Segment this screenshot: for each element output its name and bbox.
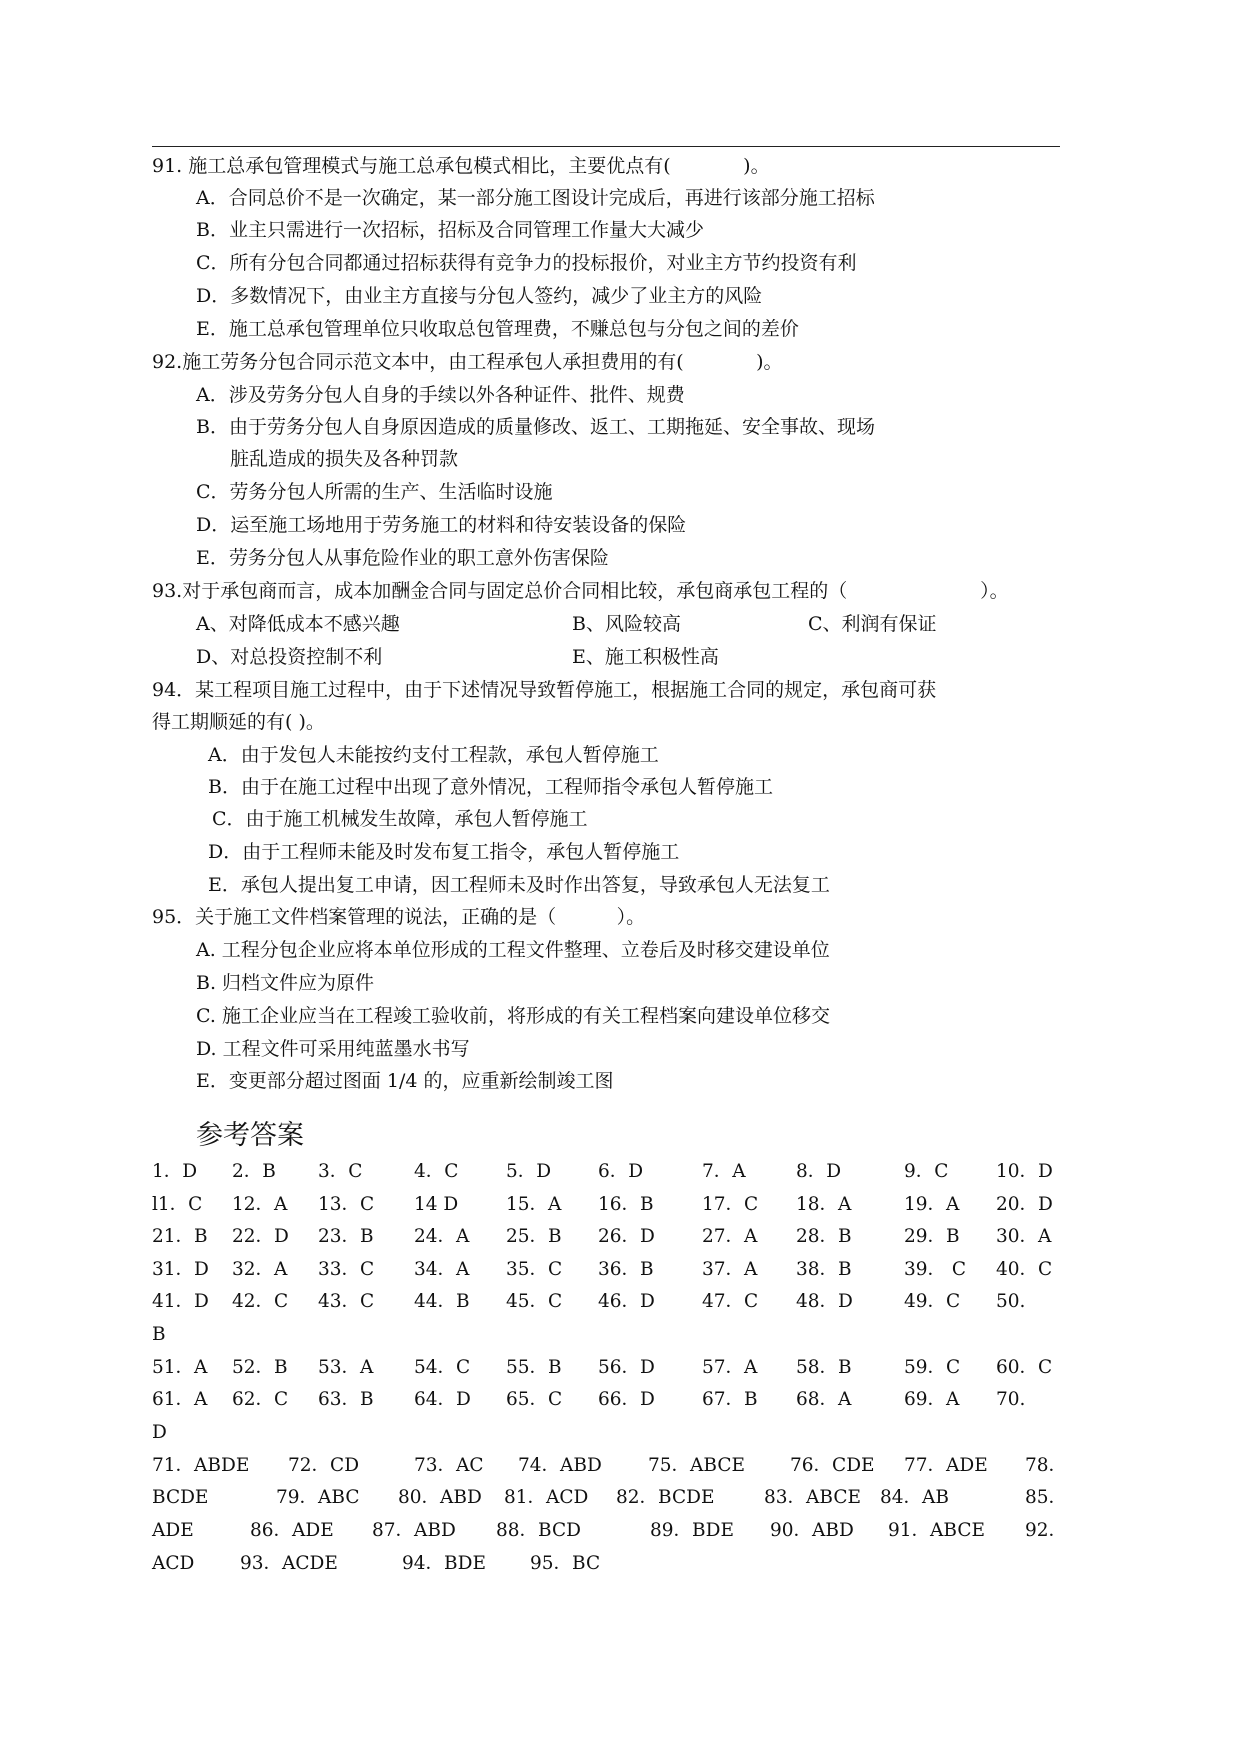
header-rule xyxy=(152,146,1060,147)
answer-key-item: 80．ABD xyxy=(398,1487,482,1508)
answer-key-item: 28．B xyxy=(796,1226,852,1247)
answer-key-item: 87．ABD xyxy=(372,1520,456,1541)
answer-key-item: 51．A xyxy=(152,1357,208,1378)
answer-key-item: 74．ABD xyxy=(518,1455,602,1476)
question-92-option-d: D．运至施工场地用于劳务施工的材料和待安装设备的保险 xyxy=(196,514,687,536)
answer-key-item: 26．D xyxy=(598,1226,655,1247)
answer-key-item: D xyxy=(152,1422,167,1443)
answer-key-item: 20．D xyxy=(996,1194,1053,1215)
answer-key-item: 65．C xyxy=(506,1389,563,1410)
answer-key-item: 59．C xyxy=(904,1357,961,1378)
answer-key-item: 77．ADE xyxy=(904,1455,988,1476)
answer-key-item: 29．B xyxy=(904,1226,960,1247)
question-95-stem: 95．关于施工文件档案管理的说法，正确的是（ ）。 xyxy=(152,906,646,928)
answer-key-item: 47．C xyxy=(702,1291,759,1312)
answer-key-item: 50. xyxy=(996,1291,1026,1312)
answer-key-item: 61．A xyxy=(152,1389,208,1410)
question-95-option-b: B. 归档文件应为原件 xyxy=(196,972,375,994)
question-91-option-a: A．合同总价不是一次确定，某一部分施工图设计完成后，再进行该部分施工招标 xyxy=(196,187,875,209)
answer-key-item: 54．C xyxy=(414,1357,471,1378)
answer-key-item: 93．ACDE xyxy=(240,1553,338,1574)
answer-key-item: 23．B xyxy=(318,1226,374,1247)
answer-key-item: 84．AB xyxy=(880,1487,949,1508)
question-95-option-d: D. 工程文件可采用纯蓝墨水书写 xyxy=(196,1038,470,1060)
question-92-option-b-cont: 脏乱造成的损失及各种罚款 xyxy=(230,448,459,470)
answer-key-item: 37．A xyxy=(702,1259,758,1280)
question-93-stem: 93.对于承包商而言，成本加酬金合同与固定总价合同相比较，承包商承包工程的（ ）。 xyxy=(152,580,1009,602)
answer-key-item: 81．ACD xyxy=(504,1487,589,1508)
answer-key-item: 53．A xyxy=(318,1357,374,1378)
question-92-option-e: E．劳务分包人从事危险作业的职工意外伤害保险 xyxy=(196,547,609,569)
answer-key-item: 34．A xyxy=(414,1259,470,1280)
answer-key-item: 89．BDE xyxy=(650,1520,734,1541)
answer-key-item: 18．A xyxy=(796,1194,852,1215)
answer-key-item: 21．B xyxy=(152,1226,208,1247)
answer-key-item: 1．D xyxy=(152,1161,198,1182)
answer-key-item: 88．BCD xyxy=(496,1520,581,1541)
answer-key-item: 41．D xyxy=(152,1291,209,1312)
question-92-stem: 92.施工劳务分包合同示范文本中，由工程承包人承担费用的有( )。 xyxy=(152,351,783,373)
answer-key-item: 42．C xyxy=(232,1291,289,1312)
answer-key-item: 48．D xyxy=(796,1291,853,1312)
answer-key-item: 10．D xyxy=(996,1161,1053,1182)
answer-key-item: 15．A xyxy=(506,1194,562,1215)
question-91-option-c: C．所有分包合同都通过招标获得有竞争力的投标报价，对业主方节约投资有利 xyxy=(196,252,857,274)
answer-key-item: 24．A xyxy=(414,1226,470,1247)
question-91-option-b: B．业主只需进行一次招标，招标及合同管理工作量大大减少 xyxy=(196,219,704,241)
answer-key-item: 95．BC xyxy=(530,1553,601,1574)
answer-key-item: 83．ABCE xyxy=(764,1487,861,1508)
question-91-stem: 91. 施工总承包管理模式与施工总承包模式相比，主要优点有( )。 xyxy=(152,155,770,177)
answer-key-item: 56．D xyxy=(598,1357,655,1378)
answer-key-item: 4．C xyxy=(414,1161,459,1182)
question-94-stem: 94．某工程项目施工过程中，由于下述情况导致暂停施工，根据施工合同的规定，承包商可获 xyxy=(152,679,937,701)
answer-key-item: 3．C xyxy=(318,1161,363,1182)
answer-key-item: 38．B xyxy=(796,1259,852,1280)
answer-key-item: B xyxy=(152,1324,166,1345)
question-95-option-a: A. 工程分包企业应将本单位形成的工程文件整理、立卷后及时移交建设单位 xyxy=(196,939,830,961)
question-92-option-b: B．由于劳务分包人自身原因造成的质量修改、返工、工期拖延、安全事故、现场 xyxy=(196,416,875,438)
question-94-option-c: C．由于施工机械发生故障，承包人暂停施工 xyxy=(212,808,588,830)
answer-key-item: 49．C xyxy=(904,1291,961,1312)
answer-key-item: 16．B xyxy=(598,1194,654,1215)
answer-key-item: 30．A xyxy=(996,1226,1052,1247)
answer-key-item: 25．B xyxy=(506,1226,562,1247)
answer-key-item: 39． C xyxy=(904,1259,967,1280)
answer-key-item: 31．D xyxy=(152,1259,209,1280)
answer-key-item: 45．C xyxy=(506,1291,563,1312)
answer-key-item: 76．CDE xyxy=(790,1455,875,1476)
question-94-option-d: D．由于工程师未能及时发布复工指令，承包人暂停施工 xyxy=(208,841,680,863)
answer-key-item: 94．BDE xyxy=(402,1553,486,1574)
question-91-option-d: D．多数情况下，由业主方直接与分包人签约，减少了业主方的风险 xyxy=(196,285,763,307)
answer-key-item: 46．D xyxy=(598,1291,655,1312)
answer-key-item: 8．D xyxy=(796,1161,842,1182)
answer-key-item: 57．A xyxy=(702,1357,758,1378)
answer-key-item: 82．BCDE xyxy=(616,1487,715,1508)
question-93-option-d: D、对总投资控制不利 xyxy=(196,646,383,668)
question-95-option-c: C. 施工企业应当在工程竣工验收前，将形成的有关工程档案向建设单位移交 xyxy=(196,1005,830,1027)
answer-key-item: 32．A xyxy=(232,1259,288,1280)
answer-key-item: 79．ABC xyxy=(276,1487,360,1508)
answer-key-item: 5．D xyxy=(506,1161,552,1182)
question-92-option-a: A．涉及劳务分包人自身的手续以外各种证件、批件、规费 xyxy=(196,384,685,406)
answer-key-item: 35．C xyxy=(506,1259,563,1280)
answer-key-item: 62．C xyxy=(232,1389,289,1410)
answer-key-item: l1．C xyxy=(152,1194,203,1215)
question-93-option-c: C、利润有保证 xyxy=(808,613,937,635)
answer-key-item: 71．ABDE xyxy=(152,1455,250,1476)
answer-key-item: 78． xyxy=(1025,1455,1068,1476)
answer-key-item: 19．A xyxy=(904,1194,960,1215)
answer-key-item: 14 D xyxy=(414,1194,459,1215)
answer-key-item: 6．D xyxy=(598,1161,644,1182)
answer-key-item: 70. xyxy=(996,1389,1026,1410)
question-91-option-e: E．施工总承包管理单位只收取总包管理费，不赚总包与分包之间的差价 xyxy=(196,318,799,340)
answer-key-item: 13．C xyxy=(318,1194,375,1215)
question-94-option-a: A．由于发包人未能按约支付工程款，承包人暂停施工 xyxy=(208,744,659,766)
answer-key-item: 43．C xyxy=(318,1291,375,1312)
answer-key-item: 33．C xyxy=(318,1259,375,1280)
answer-key-item: 63．B xyxy=(318,1389,374,1410)
question-94-stem-cont: 得工期顺延的有( )。 xyxy=(152,711,325,733)
answer-key-item: 40．C xyxy=(996,1259,1053,1280)
question-93-option-e: E、施工积极性高 xyxy=(572,646,719,668)
answer-key-item: 67．B xyxy=(702,1389,758,1410)
question-94-option-e: E．承包人提出复工申请，因工程师未及时作出答复，导致承包人无法复工 xyxy=(208,874,830,896)
question-93-option-b: B、风险较高 xyxy=(572,613,681,635)
answer-key-item: 64．D xyxy=(414,1389,471,1410)
answer-key-item: 22．D xyxy=(232,1226,289,1247)
question-92-option-c: C．劳务分包人所需的生产、生活临时设施 xyxy=(196,481,553,503)
answer-key-item: ADE xyxy=(152,1520,194,1541)
question-93-option-a: A、对降低成本不感兴趣 xyxy=(196,613,400,635)
answer-key-item: 9．C xyxy=(904,1161,949,1182)
answer-key-item: BCDE xyxy=(152,1487,209,1508)
answer-key-item: 52．B xyxy=(232,1357,288,1378)
answer-key-item: 27．A xyxy=(702,1226,758,1247)
answer-key-item: 2．B xyxy=(232,1161,276,1182)
answer-key-item: 73．AC xyxy=(414,1455,484,1476)
answer-key-item: 91．ABCE xyxy=(888,1520,985,1541)
answer-key-item: 58．B xyxy=(796,1357,852,1378)
answer-key-item: 12．A xyxy=(232,1194,288,1215)
answer-key-item: 55．B xyxy=(506,1357,562,1378)
answer-key-item: 66．D xyxy=(598,1389,655,1410)
answer-key-item: 86．ADE xyxy=(250,1520,334,1541)
answers-heading: 参考答案 xyxy=(196,1120,304,1151)
answer-key-item: 69．A xyxy=(904,1389,960,1410)
answer-key-item: 7．A xyxy=(702,1161,746,1182)
answer-key-item: 92． xyxy=(1025,1520,1068,1541)
answer-key-item: 60．C xyxy=(996,1357,1053,1378)
answer-key-item: 44．B xyxy=(414,1291,470,1312)
answer-key-item: 75．ABCE xyxy=(648,1455,745,1476)
answer-key-item: 90．ABD xyxy=(770,1520,854,1541)
answer-key-item: 72．CD xyxy=(288,1455,360,1476)
question-95-option-e: E．变更部分超过图面 1/4 的，应重新绘制竣工图 xyxy=(196,1070,614,1092)
answer-key-item: ACD xyxy=(152,1553,195,1574)
answer-key-item: 85． xyxy=(1025,1487,1068,1508)
answer-key-item: 68．A xyxy=(796,1389,852,1410)
answer-key-item: 17．C xyxy=(702,1194,759,1215)
question-94-option-b: B．由于在施工过程中出现了意外情况，工程师指令承包人暂停施工 xyxy=(208,776,773,798)
answer-key-item: 36．B xyxy=(598,1259,654,1280)
